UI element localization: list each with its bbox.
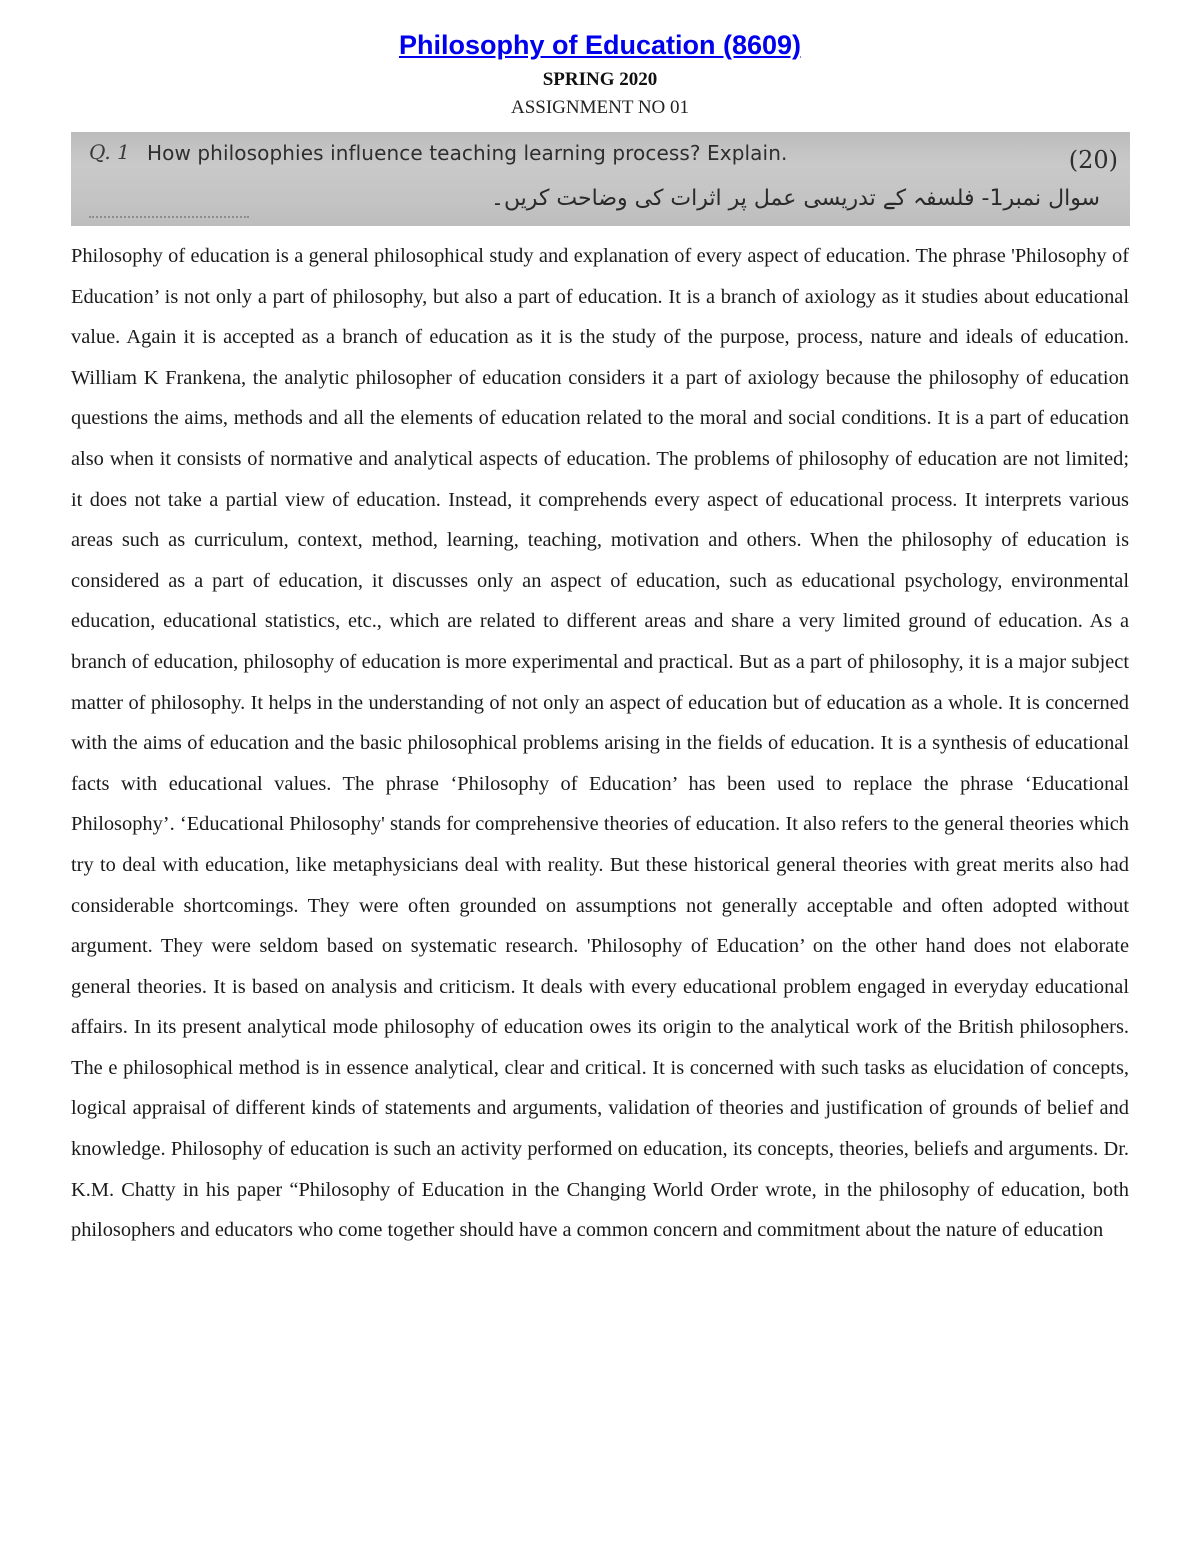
question-urdu-text: سوال نمبر1- فلسفہ کے تدریسی عمل پر اثرات کی وضاحت کریں۔ <box>491 186 1100 211</box>
document-title-link[interactable]: Philosophy of Education (8609) <box>398 30 802 60</box>
semester-label: SPRING 2020 <box>542 69 658 90</box>
assignment-label: ASSIGNMENT NO 01 <box>510 97 690 118</box>
next-question-cutoff <box>89 216 249 226</box>
question-text: How philosophies influence teaching learning process? Explain. <box>147 141 788 165</box>
answer-body-paragraph: Philosophy of education is a general philosophical study and explanation of every aspect of education. The phrase 'Philosophy of Education’ is not only a part of philosophy, but also a part of education. It is a branch of axiology as it studies about educational value. Again it is accepted as a branch of education as it is the study of the purpose, process, nature and ideals of education. William K Frankena, the analytic philosopher of education considers it a part of axiology because the philosophy of education questions the aims, methods and all the elements of education related to the moral and social conditions. It is a part of education also when it consists of normative and analytical aspects of education. The problems of philosophy of education are not limited; it does not take a partial view of education. Instead, it comprehends every aspect of educational process. It interprets various areas such as curriculum, context, method, learning, teaching, motivation and others. When the philosophy of education is considered as a part of education, it discusses only an aspect of education, such as educational psychology, environmental education, educational statistics, etc., which are related to different areas and share a very limited ground of education. As a branch of education, philosophy of education is more experimental and practical. But as a part of philosophy, it is a major subject matter of philosophy. It helps in the understanding of not only an aspect of education but of education as a whole. It is concerned with the aims of education and the basic philosophical problems arising in the fields of education. It is a synthesis of educational facts with educational values. The phrase ‘Philosophy of Education’ has been used to replace the phrase ‘Educational Philosophy’. ‘Educational Philosophy' stands for comprehensive theories of education. It also refers to the general theories which try to deal with education, like metaphysicians deal with reality. But these historical general theories with great merits also had considerable shortcomings. They were often grounded on assumptions not generally acceptable and often adopted without argument. They were seldom based on systematic research. 'Philosophy of Education’ on the other hand does not elaborate general theories. It is based on analysis and criticism. It deals with every educational problem engaged in everyday educational affairs. In its present analytical mode philosophy of education owes its origin to the analytical work of the British philosophers. The e philosophical method is in essence analytical, clear and critical. It is concerned with such tasks as elucidation of concepts, logical appraisal of different kinds of statements and arguments, validation of theories and justification of grounds of belief and knowledge. Philosophy of education is such an activity performed on education, its concepts, theories, beliefs and arguments. Dr. K.M. Chatty in his paper “Philosophy of Education in the Changing World Order wrote, in the philosophy of education, both philosophers and educators who come together should have a common concern and commitment about the nature of education <box>71 245 1129 1242</box>
question-marks: (20) <box>1068 146 1118 174</box>
question-scan-image <box>71 132 1130 226</box>
question-number: Q. 1 <box>89 140 130 164</box>
